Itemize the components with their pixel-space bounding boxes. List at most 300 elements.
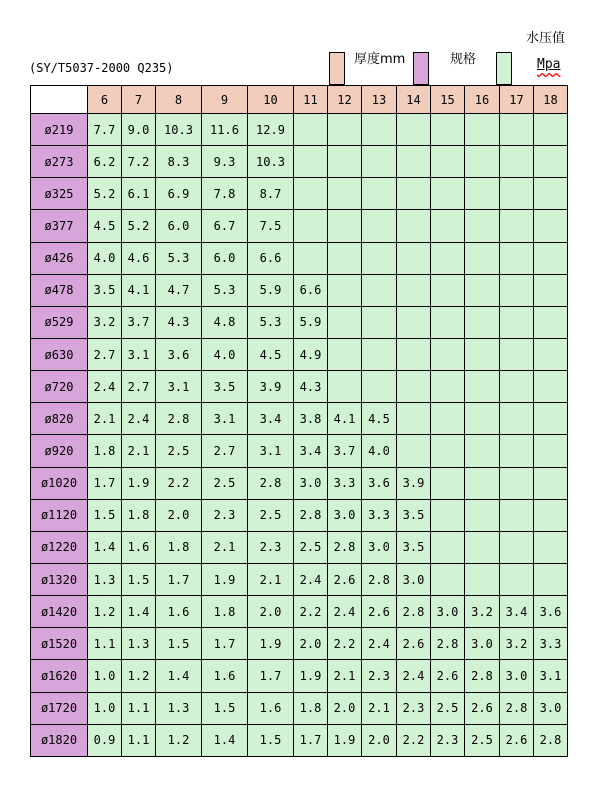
pressure-value-cell xyxy=(328,114,362,146)
pressure-value-cell xyxy=(362,306,397,338)
pressure-value-cell: 12.9 xyxy=(248,114,294,146)
pressure-value-cell: 3.5 xyxy=(397,499,431,531)
row-spec-label: ø219 xyxy=(31,114,88,146)
pressure-value-cell: 1.2 xyxy=(88,596,122,628)
pressure-value-cell xyxy=(328,274,362,306)
spec-legend-label: 规格 xyxy=(450,52,477,67)
pressure-value-cell xyxy=(397,274,431,306)
pressure-value-cell: 1.0 xyxy=(88,692,122,724)
pressure-value-cell: 2.5 xyxy=(465,724,500,756)
pressure-value-cell xyxy=(431,274,465,306)
pressure-value-cell: 5.9 xyxy=(248,274,294,306)
pressure-value-cell: 3.5 xyxy=(88,274,122,306)
pressure-value-cell: 2.4 xyxy=(294,563,328,595)
pressure-table xyxy=(30,85,568,757)
pressure-value-cell: 1.8 xyxy=(88,435,122,467)
pressure-legend-label: 水压值 xyxy=(526,31,566,46)
pressure-value-cell xyxy=(465,403,500,435)
pressure-value-cell xyxy=(362,114,397,146)
pressure-value-cell xyxy=(534,371,568,403)
table-row xyxy=(31,338,568,370)
pressure-value-cell: 1.9 xyxy=(122,467,156,499)
pressure-value-cell: 2.8 xyxy=(248,467,294,499)
column-header: 7 xyxy=(122,86,156,114)
pressure-value-cell: 2.8 xyxy=(294,499,328,531)
pressure-value-cell xyxy=(431,435,465,467)
row-spec-label: ø1420 xyxy=(31,596,88,628)
pressure-value-cell xyxy=(465,499,500,531)
pressure-value-cell xyxy=(500,563,534,595)
pressure-value-cell xyxy=(397,338,431,370)
pressure-value-cell: 3.0 xyxy=(465,628,500,660)
column-header: 9 xyxy=(202,86,248,114)
pressure-value-cell xyxy=(534,210,568,242)
pressure-value-cell: 11.6 xyxy=(202,114,248,146)
row-spec-label: ø1220 xyxy=(31,531,88,563)
pressure-value-cell: 6.1 xyxy=(122,178,156,210)
pressure-value-cell: 2.6 xyxy=(362,596,397,628)
pressure-value-cell: 1.7 xyxy=(248,660,294,692)
row-spec-label: ø1520 xyxy=(31,628,88,660)
pressure-value-cell xyxy=(397,210,431,242)
pressure-value-cell xyxy=(534,499,568,531)
corner-cell xyxy=(31,86,88,114)
pressure-value-cell: 2.1 xyxy=(122,435,156,467)
pressure-value-cell xyxy=(431,531,465,563)
pressure-value-cell xyxy=(465,467,500,499)
pressure-value-cell: 9.0 xyxy=(122,114,156,146)
pressure-value-cell: 2.4 xyxy=(328,596,362,628)
pressure-value-cell xyxy=(431,563,465,595)
column-header: 15 xyxy=(431,86,465,114)
table-row xyxy=(31,435,568,467)
pressure-value-cell: 2.8 xyxy=(500,692,534,724)
pressure-value-cell xyxy=(362,338,397,370)
pressure-value-cell: 5.3 xyxy=(202,274,248,306)
pressure-value-cell: 8.7 xyxy=(248,178,294,210)
pressure-value-cell: 2.8 xyxy=(362,563,397,595)
column-header: 14 xyxy=(397,86,431,114)
column-header: 10 xyxy=(248,86,294,114)
pressure-value-cell: 2.1 xyxy=(328,660,362,692)
row-spec-label: ø426 xyxy=(31,242,88,274)
pressure-value-cell: 2.1 xyxy=(362,692,397,724)
pressure-value-cell xyxy=(465,306,500,338)
pressure-value-cell: 2.7 xyxy=(202,435,248,467)
pressure-value-cell: 3.1 xyxy=(202,403,248,435)
pressure-value-cell xyxy=(500,403,534,435)
table-row xyxy=(31,306,568,338)
row-spec-label: ø1020 xyxy=(31,467,88,499)
pressure-value-cell: 0.9 xyxy=(88,724,122,756)
pressure-value-cell xyxy=(397,242,431,274)
row-spec-label: ø820 xyxy=(31,403,88,435)
pressure-value-cell: 2.0 xyxy=(328,692,362,724)
pressure-value-cell: 1.5 xyxy=(248,724,294,756)
pressure-value-cell: 7.8 xyxy=(202,178,248,210)
pressure-value-cell: 2.7 xyxy=(122,371,156,403)
pressure-value-cell xyxy=(431,114,465,146)
row-spec-label: ø478 xyxy=(31,274,88,306)
pressure-value-cell: 1.4 xyxy=(88,531,122,563)
pressure-value-cell: 3.0 xyxy=(397,563,431,595)
pressure-value-cell: 1.6 xyxy=(202,660,248,692)
pressure-value-cell: 4.8 xyxy=(202,306,248,338)
pressure-value-cell: 2.2 xyxy=(328,628,362,660)
pressure-value-cell: 10.3 xyxy=(156,114,202,146)
column-header: 6 xyxy=(88,86,122,114)
pressure-value-cell: 3.3 xyxy=(534,628,568,660)
pressure-value-cell: 3.7 xyxy=(122,306,156,338)
pressure-value-cell: 1.7 xyxy=(294,724,328,756)
standard-title: (SY/T5037-2000 Q235) xyxy=(29,61,174,75)
pressure-value-cell xyxy=(362,178,397,210)
pressure-value-cell xyxy=(431,146,465,178)
row-spec-label: ø273 xyxy=(31,146,88,178)
pressure-value-cell xyxy=(500,499,534,531)
pressure-value-cell xyxy=(500,467,534,499)
table-row xyxy=(31,628,568,660)
pressure-value-cell xyxy=(465,114,500,146)
pressure-value-cell: 2.2 xyxy=(294,596,328,628)
pressure-value-cell: 5.2 xyxy=(88,178,122,210)
table-row xyxy=(31,371,568,403)
pressure-value-cell xyxy=(328,210,362,242)
row-spec-label: ø377 xyxy=(31,210,88,242)
header-row xyxy=(31,86,568,114)
pressure-value-cell: 1.1 xyxy=(122,724,156,756)
pressure-value-cell: 2.6 xyxy=(500,724,534,756)
pressure-value-cell: 2.8 xyxy=(397,596,431,628)
pressure-value-cell: 1.8 xyxy=(202,596,248,628)
pressure-value-cell: 3.2 xyxy=(465,596,500,628)
row-spec-label: ø720 xyxy=(31,371,88,403)
pressure-value-cell: 7.2 xyxy=(122,146,156,178)
pressure-value-cell xyxy=(431,210,465,242)
pressure-value-cell xyxy=(431,338,465,370)
pressure-value-cell: 1.7 xyxy=(156,563,202,595)
pressure-value-cell: 1.9 xyxy=(294,660,328,692)
pressure-value-cell xyxy=(534,114,568,146)
pressure-value-cell: 4.3 xyxy=(156,306,202,338)
pressure-value-cell xyxy=(465,274,500,306)
table-row xyxy=(31,403,568,435)
pressure-value-cell: 8.3 xyxy=(156,146,202,178)
pressure-value-cell xyxy=(431,242,465,274)
pressure-value-cell: 5.3 xyxy=(248,306,294,338)
table-body xyxy=(31,114,568,757)
pressure-value-cell: 3.3 xyxy=(362,499,397,531)
table-row xyxy=(31,178,568,210)
pressure-value-cell: 4.0 xyxy=(362,435,397,467)
pressure-value-cell xyxy=(397,146,431,178)
column-header: 18 xyxy=(534,86,568,114)
pressure-value-cell: 2.1 xyxy=(248,563,294,595)
pressure-value-cell: 2.0 xyxy=(362,724,397,756)
table-row xyxy=(31,724,568,756)
pressure-value-cell: 1.1 xyxy=(88,628,122,660)
pressure-value-cell: 2.3 xyxy=(431,724,465,756)
pressure-value-cell: 1.3 xyxy=(122,628,156,660)
pressure-value-cell: 1.4 xyxy=(202,724,248,756)
pressure-value-cell: 1.1 xyxy=(122,692,156,724)
pressure-value-cell: 7.5 xyxy=(248,210,294,242)
pressure-value-cell: 2.2 xyxy=(397,724,431,756)
pressure-value-cell: 2.8 xyxy=(328,531,362,563)
pressure-value-cell: 4.5 xyxy=(248,338,294,370)
column-header: 13 xyxy=(362,86,397,114)
column-header: 8 xyxy=(156,86,202,114)
pressure-value-cell xyxy=(328,242,362,274)
pressure-value-cell: 2.4 xyxy=(122,403,156,435)
pressure-value-cell: 2.1 xyxy=(202,531,248,563)
pressure-value-cell: 2.1 xyxy=(88,403,122,435)
pressure-value-cell: 1.5 xyxy=(156,628,202,660)
pressure-value-cell xyxy=(362,146,397,178)
pressure-value-cell: 4.6 xyxy=(122,242,156,274)
pressure-value-cell: 4.1 xyxy=(122,274,156,306)
table-row xyxy=(31,274,568,306)
pressure-value-cell: 3.2 xyxy=(500,628,534,660)
pressure-value-cell xyxy=(534,242,568,274)
pressure-value-cell: 4.0 xyxy=(88,242,122,274)
pressure-value-cell: 3.6 xyxy=(534,596,568,628)
pressure-value-cell: 2.5 xyxy=(294,531,328,563)
pressure-value-cell xyxy=(362,371,397,403)
pressure-value-cell xyxy=(500,242,534,274)
pressure-value-cell: 1.4 xyxy=(156,660,202,692)
pressure-value-cell xyxy=(534,274,568,306)
pressure-unit-text: Mpa xyxy=(537,57,561,72)
pressure-value-cell: 2.6 xyxy=(397,628,431,660)
pressure-legend-swatch xyxy=(496,52,512,85)
spec-legend-swatch xyxy=(413,52,429,85)
pressure-value-cell: 4.7 xyxy=(156,274,202,306)
pressure-value-cell: 3.9 xyxy=(397,467,431,499)
pressure-value-cell: 2.4 xyxy=(362,628,397,660)
pressure-value-cell: 3.3 xyxy=(328,467,362,499)
pressure-value-cell: 3.0 xyxy=(294,467,328,499)
pressure-value-cell xyxy=(465,178,500,210)
pressure-value-cell: 5.3 xyxy=(156,242,202,274)
pressure-value-cell xyxy=(397,403,431,435)
pressure-value-cell: 9.3 xyxy=(202,146,248,178)
pressure-value-cell xyxy=(362,210,397,242)
pressure-value-cell xyxy=(500,371,534,403)
pressure-value-cell xyxy=(465,338,500,370)
column-header: 16 xyxy=(465,86,500,114)
pressure-value-cell xyxy=(431,403,465,435)
pressure-value-cell xyxy=(465,146,500,178)
pressure-value-cell: 3.1 xyxy=(534,660,568,692)
pressure-value-cell xyxy=(362,242,397,274)
table-row xyxy=(31,114,568,146)
pressure-value-cell: 2.8 xyxy=(431,628,465,660)
pressure-value-cell xyxy=(534,338,568,370)
pressure-value-cell: 2.8 xyxy=(156,403,202,435)
pressure-value-cell xyxy=(431,371,465,403)
pressure-value-cell xyxy=(500,210,534,242)
pressure-value-cell: 2.6 xyxy=(328,563,362,595)
pressure-value-cell: 2.5 xyxy=(156,435,202,467)
row-spec-label: ø325 xyxy=(31,178,88,210)
table-row xyxy=(31,242,568,274)
table-row xyxy=(31,146,568,178)
pressure-value-cell: 3.0 xyxy=(534,692,568,724)
pressure-value-cell: 1.5 xyxy=(202,692,248,724)
pressure-value-cell: 3.0 xyxy=(328,499,362,531)
pressure-value-cell: 3.4 xyxy=(294,435,328,467)
pressure-value-cell: 4.9 xyxy=(294,338,328,370)
pressure-value-cell: 3.8 xyxy=(294,403,328,435)
table-row xyxy=(31,210,568,242)
pressure-value-cell: 1.2 xyxy=(156,724,202,756)
pressure-value-cell: 2.3 xyxy=(397,692,431,724)
pressure-value-cell xyxy=(534,306,568,338)
pressure-value-cell: 2.5 xyxy=(202,467,248,499)
pressure-value-cell: 2.4 xyxy=(397,660,431,692)
column-header: 11 xyxy=(294,86,328,114)
pressure-value-cell xyxy=(431,178,465,210)
pressure-value-cell: 1.9 xyxy=(328,724,362,756)
pressure-value-cell: 2.3 xyxy=(362,660,397,692)
row-spec-label: ø920 xyxy=(31,435,88,467)
column-header: 17 xyxy=(500,86,534,114)
pressure-value-cell: 3.1 xyxy=(122,338,156,370)
pressure-value-cell xyxy=(328,371,362,403)
pressure-value-cell: 1.0 xyxy=(88,660,122,692)
pressure-value-cell: 1.8 xyxy=(122,499,156,531)
pressure-value-cell xyxy=(534,146,568,178)
pressure-value-cell xyxy=(328,146,362,178)
table-row xyxy=(31,692,568,724)
pressure-value-cell: 4.5 xyxy=(88,210,122,242)
pressure-value-cell xyxy=(397,114,431,146)
pressure-value-cell: 6.0 xyxy=(202,242,248,274)
pressure-value-cell: 3.2 xyxy=(88,306,122,338)
pressure-value-cell: 6.9 xyxy=(156,178,202,210)
pressure-value-cell xyxy=(294,178,328,210)
pressure-value-cell: 6.6 xyxy=(248,242,294,274)
pressure-value-cell xyxy=(397,306,431,338)
pressure-value-cell xyxy=(431,306,465,338)
pressure-value-cell: 6.7 xyxy=(202,210,248,242)
pressure-value-cell xyxy=(534,178,568,210)
pressure-value-cell: 2.8 xyxy=(465,660,500,692)
pressure-value-cell xyxy=(500,338,534,370)
pressure-value-cell: 2.0 xyxy=(248,596,294,628)
pressure-value-cell: 2.6 xyxy=(431,660,465,692)
pressure-value-cell: 3.0 xyxy=(362,531,397,563)
pressure-value-cell xyxy=(534,467,568,499)
pressure-value-cell xyxy=(465,210,500,242)
pressure-value-cell xyxy=(465,371,500,403)
pressure-value-cell xyxy=(534,563,568,595)
pressure-value-cell xyxy=(465,435,500,467)
pressure-value-cell xyxy=(500,178,534,210)
pressure-value-cell: 1.4 xyxy=(122,596,156,628)
pressure-value-cell: 3.6 xyxy=(156,338,202,370)
pressure-value-cell: 2.5 xyxy=(431,692,465,724)
pressure-value-cell: 1.5 xyxy=(88,499,122,531)
pressure-value-cell xyxy=(431,499,465,531)
pressure-value-cell: 7.7 xyxy=(88,114,122,146)
pressure-value-cell xyxy=(500,114,534,146)
pressure-value-cell xyxy=(500,274,534,306)
pressure-value-cell: 2.0 xyxy=(156,499,202,531)
pressure-value-cell xyxy=(328,338,362,370)
pressure-value-cell: 1.8 xyxy=(156,531,202,563)
pressure-value-cell xyxy=(500,435,534,467)
pressure-value-cell: 1.6 xyxy=(156,596,202,628)
pressure-value-cell: 2.5 xyxy=(248,499,294,531)
pressure-value-cell: 2.6 xyxy=(465,692,500,724)
table-row xyxy=(31,660,568,692)
thickness-legend-label: 厚度mm xyxy=(354,52,406,67)
pressure-value-cell: 1.9 xyxy=(248,628,294,660)
pressure-value-cell: 3.4 xyxy=(500,596,534,628)
pressure-value-cell xyxy=(397,178,431,210)
pressure-value-cell: 3.9 xyxy=(248,371,294,403)
table-row xyxy=(31,499,568,531)
row-spec-label: ø1820 xyxy=(31,724,88,756)
pressure-value-cell: 2.8 xyxy=(534,724,568,756)
pressure-value-cell: 3.7 xyxy=(328,435,362,467)
pressure-value-cell xyxy=(397,371,431,403)
table-row xyxy=(31,531,568,563)
pressure-value-cell xyxy=(294,210,328,242)
row-spec-label: ø529 xyxy=(31,306,88,338)
thickness-legend-swatch xyxy=(329,52,345,85)
pressure-value-cell xyxy=(500,531,534,563)
pressure-value-cell xyxy=(465,531,500,563)
pressure-unit-label xyxy=(537,57,560,72)
pressure-value-cell xyxy=(294,242,328,274)
row-spec-label: ø1120 xyxy=(31,499,88,531)
pressure-value-cell: 1.3 xyxy=(88,563,122,595)
pressure-value-cell: 3.1 xyxy=(248,435,294,467)
pressure-value-cell xyxy=(465,242,500,274)
pressure-value-cell: 2.3 xyxy=(248,531,294,563)
row-spec-label: ø1320 xyxy=(31,563,88,595)
pressure-value-cell xyxy=(362,274,397,306)
pressure-value-cell xyxy=(500,306,534,338)
pressure-value-cell xyxy=(294,146,328,178)
pressure-value-cell: 3.0 xyxy=(500,660,534,692)
pressure-value-cell xyxy=(500,146,534,178)
pressure-value-cell: 1.8 xyxy=(294,692,328,724)
pressure-value-cell: 1.6 xyxy=(248,692,294,724)
pressure-value-cell: 1.9 xyxy=(202,563,248,595)
row-spec-label: ø1620 xyxy=(31,660,88,692)
pressure-value-cell: 10.3 xyxy=(248,146,294,178)
pressure-value-cell: 4.0 xyxy=(202,338,248,370)
pressure-value-cell: 6.6 xyxy=(294,274,328,306)
pressure-value-cell: 3.0 xyxy=(431,596,465,628)
pressure-value-cell xyxy=(534,403,568,435)
row-spec-label: ø630 xyxy=(31,338,88,370)
pressure-value-cell: 3.5 xyxy=(397,531,431,563)
pressure-value-cell: 3.1 xyxy=(156,371,202,403)
table-row xyxy=(31,563,568,595)
pressure-value-cell: 4.1 xyxy=(328,403,362,435)
pressure-value-cell: 3.5 xyxy=(202,371,248,403)
pressure-value-cell: 2.3 xyxy=(202,499,248,531)
pressure-value-cell xyxy=(534,435,568,467)
pressure-value-cell: 2.2 xyxy=(156,467,202,499)
pressure-value-cell: 3.6 xyxy=(362,467,397,499)
pressure-value-cell: 6.0 xyxy=(156,210,202,242)
